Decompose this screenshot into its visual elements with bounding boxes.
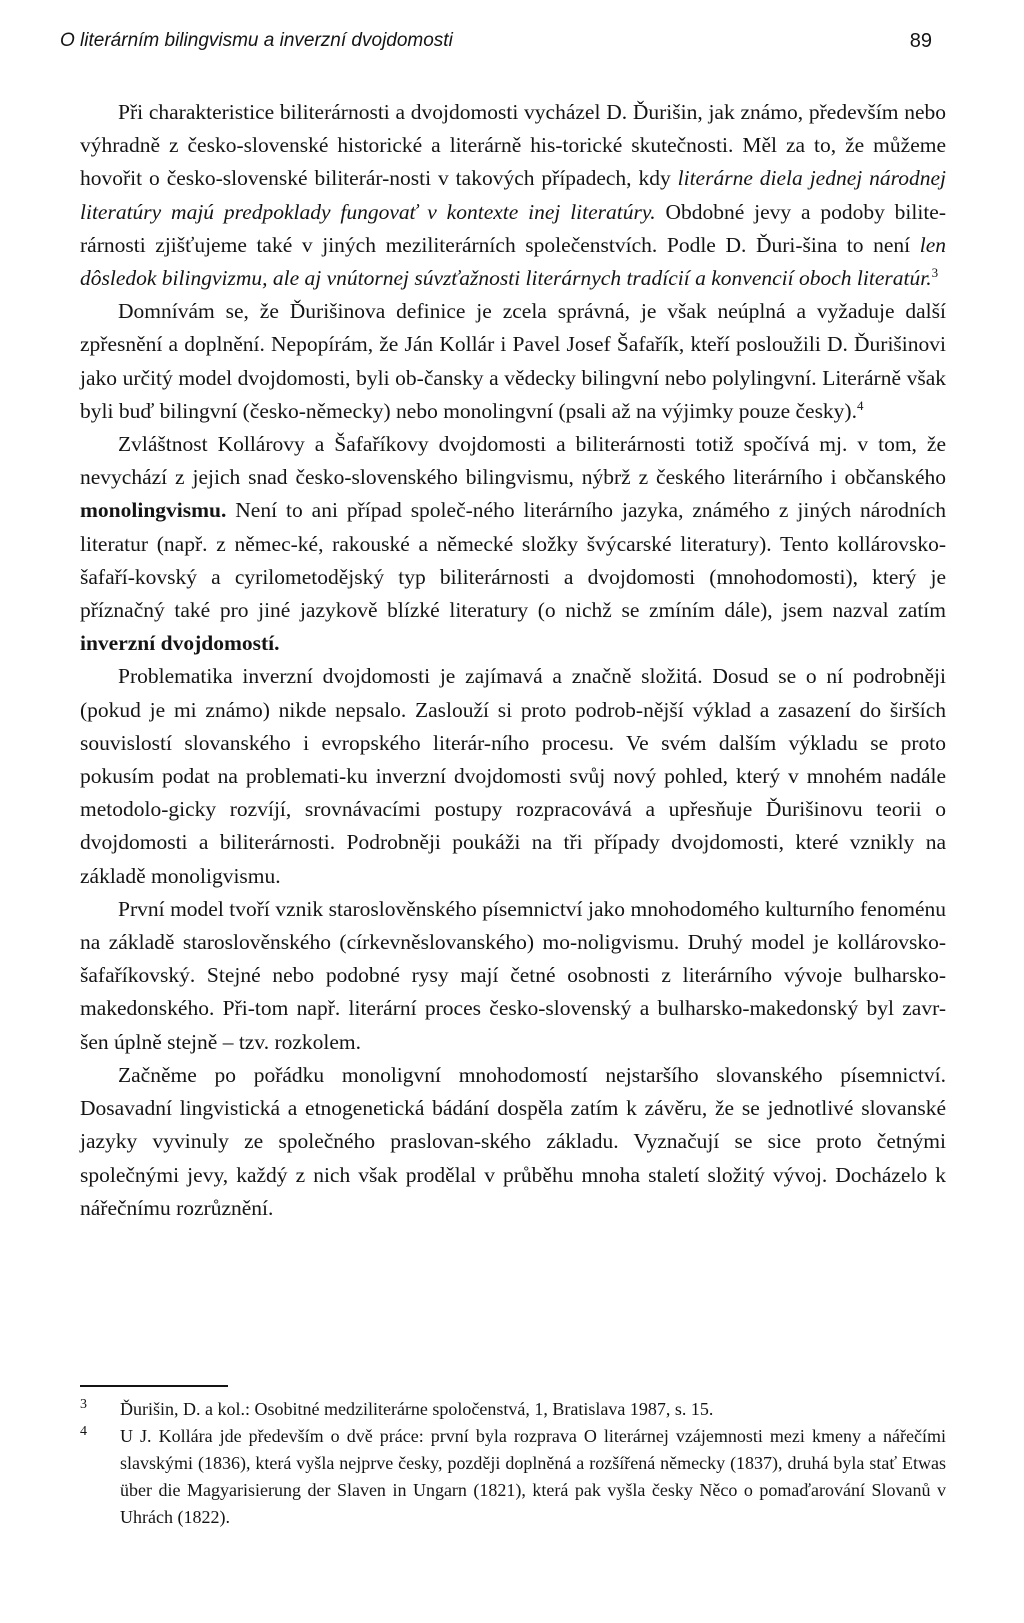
running-title: O literárním bilingvismu a inverzní dvojdomosti: [60, 30, 453, 51]
footnote-text: U J. Kollára jde především o dvě práce: první byla rozprava O literárnej vzájemnosti mezi kmeny a nářečími slavskými (1836), která vyšla nejprve česky, později doplněná a rozšířená německy (1837), druhá byla stať Etwas über die Magyarisierung der Slaven in Ungarn (1821), která pak vyšla česky Něco o pomaďarování Slovanů v Uhrách (1822).: [120, 1426, 946, 1527]
paragraph: [80, 96, 946, 295]
main-text: [80, 96, 946, 1225]
bold-term: monolingvismu.: [80, 498, 227, 523]
text-run: Zvláštnost Kollárovy a Šafaříkovy dvojdomosti a biliterárnosti totiž spočívá mj. v tom, že nevychází z jejich snad česko-slovenského bilingvismu, nýbrž z českého literárního i občanského: [80, 432, 946, 490]
text-run: Problematika inverzní dvojdomosti je zajímavá a značně složitá. Dosud se o ní podrobněji (pokud je mi známo) nikde nepsalo. Zaslouží si proto podrob-nější výklad a zasazení do širších souvislostí slovanského i evropského literár-ního procesu. Ve svém dalším výkladu se proto pokusím podat na problemati-ku inverzní dvojdomosti svůj nový pohled, který v mnohém nadále metodolo-gicky rozvíjí, srovnávacími postupy rozpracovává a upřesňuje Ďurišinovu teorii o dvojdomosti a biliterárnosti. Podrobněji poukáži na tři případy dvojdomosti, které vznikly na základě monoligvismu.: [80, 664, 946, 888]
text-run: Domnívám se, že Ďurišinova definice je zcela správná, je však neúplná a vyžaduje další zpřesnění a doplnění. Nepopírám, že Ján Kollár i Pavel Josef Šafařík, kteří posloužili D. Ďurišinovi jako určitý model dvojdomosti, byli ob-čansky a vědecky bilingvní nebo polylingvní. Literárně však byli buď bilingvní (česko-německy) nebo monolingvní (psali až na výjimky pouze česky).: [80, 299, 946, 423]
footnote-ref: 3: [931, 264, 939, 280]
italic-quote: literárne diela jednej národnej literatúry majú predpoklady fungovať v kontexte inej literatúry.: [80, 166, 946, 224]
paragraph: [80, 428, 946, 660]
bold-term: inverzní dvojdomostí.: [80, 631, 280, 656]
paragraph: [80, 295, 946, 428]
footnotes: [80, 1396, 946, 1531]
text-run: Začněme po pořádku monoligvní mnohodomostí nejstaršího slovanského písemnictví. Dosavadní lingvistická a etnogenetická bádání dospěla zatím k závěru, že se jednotlivé slovanské jazyky vyvinuly ze společného praslovan-ského základu. Vyznačují se sice proto četnými společnými jevy, každý z nich však prodělal v průběhu mnoha staletí složitý vývoj. Docházelo k nářečnímu rozrůznění.: [80, 1062, 946, 1220]
paragraph: [80, 1059, 946, 1225]
italic-quote: len dôsledok bilingvizmu, ale aj vnútornej súvzťažnosti literárnych tradícií a konvencií oboch literatúr.: [80, 232, 946, 291]
footnote-text: Ďurišin, D. a kol.: Osobitné medziliterárne spoločenstvá, 1, Bratislava 1987, s. 15.: [120, 1399, 714, 1419]
footnote: [80, 1423, 946, 1531]
paragraph: [80, 893, 946, 1059]
footnote-number: 4: [80, 1424, 87, 1439]
footnote-number: 3: [80, 1397, 87, 1412]
paragraph: [80, 660, 946, 892]
footnote-divider: [80, 1385, 228, 1387]
page-header: [60, 30, 932, 60]
text-run: Není to ani případ společ-ného literárního jazyka, známého z jiných národních literatur (např. z němec-ké, rakouské a německé složky švýcarské literatury). Tento kollárovsko-šafaří-kovský a cyrilometodějský typ biliterárnosti a dvojdomosti (mnohodomosti), který je příznačný také pro jiné jazykově blízké literatury (o nichž se zmíním dále), jsem nazval zatím: [80, 498, 946, 623]
footnote: [80, 1396, 946, 1423]
text-run: První model tvoří vznik staroslověnského písemnictví jako mnohodomého kulturního fenoménu na základě staroslověnského (církevněslovanského) mo-noligvismu. Druhý model je kollárovsko-šafaříkovský. Stejné nebo podobné rysy mají četné osobnosti z literárního vývoje bulharsko-makedonského. Při-tom např. literární proces česko-slovenský a bulharsko-makedonský byl zavr-šen úplně stejně – tzv. rozkolem.: [80, 896, 946, 1054]
text-run: Při charakteristice biliterárnosti a dvojdomosti vycházel D. Ďurišin, jak známo, především nebo výhradně z česko-slovenské historické a literárně his-torické skutečnosti. Měl za to, že můžeme hovořit o česko-slovenské biliterár-nosti v takových případech, kdy: [80, 100, 946, 191]
footnote-ref: 4: [856, 397, 864, 413]
page-number: 89: [909, 30, 932, 52]
text-run: Obdobné jevy a podoby bilite-rárnosti zjišťujeme také v jiných meziliterárních společenstvích. Podle D. Ďuri-šina to není: [80, 199, 946, 257]
